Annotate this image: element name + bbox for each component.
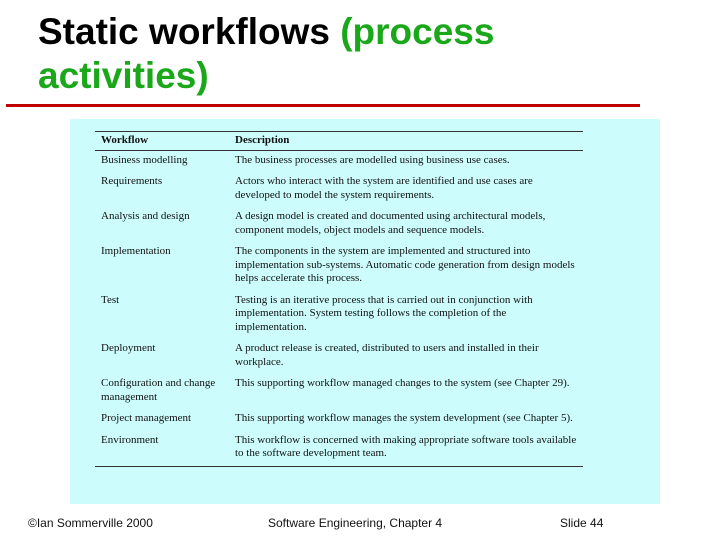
footer-slide-number: Slide 44 — [560, 516, 604, 530]
title-accent-line2: activities) — [38, 55, 209, 96]
description-cell: Testing is an iterative process that is carried out in conjunction with implementation. System testing follows the completion of the implementation. — [235, 293, 533, 333]
description-cell: This workflow is concerned with making appropriate software tools available to the software development team. — [229, 431, 583, 467]
table-row — [95, 172, 583, 207]
slide-title — [38, 10, 678, 98]
workflow-cell: Business modelling — [101, 153, 188, 166]
table-row — [95, 409, 583, 431]
description-cell: This supporting workflow managed changes to the system (see Chapter 29). — [235, 377, 570, 389]
workflow-cell: Configuration and change management — [101, 377, 216, 403]
workflow-cell: Requirements — [101, 175, 163, 187]
footer-book-title: Software Engineering, Chapter 4 — [268, 516, 443, 530]
title-underline — [6, 104, 640, 107]
title-accent-line1: (process — [340, 11, 495, 52]
workflow-cell: Test — [101, 293, 120, 306]
description-cell: A product release is created, distributed to users and installed in their workplace. — [235, 342, 539, 368]
description-cell: Actors who interact with the system are identified and use cases are developed to model the system requirements. — [235, 175, 533, 201]
description-cell: The business processes are modelled using business use cases. — [235, 153, 510, 166]
title-main: Static workflows — [38, 11, 330, 52]
workflow-cell: Implementation — [101, 245, 171, 257]
table-row — [95, 291, 583, 340]
description-cell: A design model is created and documented using architectural models, component models, object models and sequence models. — [235, 210, 546, 236]
header-description: Description — [229, 132, 583, 151]
workflow-table-panel — [70, 119, 660, 504]
table-row — [95, 339, 583, 374]
workflow-table — [95, 131, 583, 467]
table-row — [95, 150, 583, 172]
workflow-cell: Deployment — [101, 342, 156, 354]
table-header-row — [95, 132, 583, 151]
table-row — [95, 374, 583, 409]
table-row — [95, 242, 583, 291]
description-cell: The components in the system are implemented and structured into implementation sub-systems. Automatic code generation from design models helps accelerate this process. — [235, 245, 575, 284]
table-row — [95, 207, 583, 242]
description-cell: This supporting workflow manages the system development (see Chapter 5). — [235, 412, 573, 424]
table-row — [95, 431, 583, 467]
footer-copyright: ©Ian Sommerville 2000 — [28, 516, 153, 530]
workflow-cell: Analysis and design — [101, 210, 190, 222]
header-workflow: Workflow — [95, 132, 229, 151]
workflow-cell: Environment — [95, 431, 229, 467]
workflow-cell: Project management — [101, 412, 192, 424]
